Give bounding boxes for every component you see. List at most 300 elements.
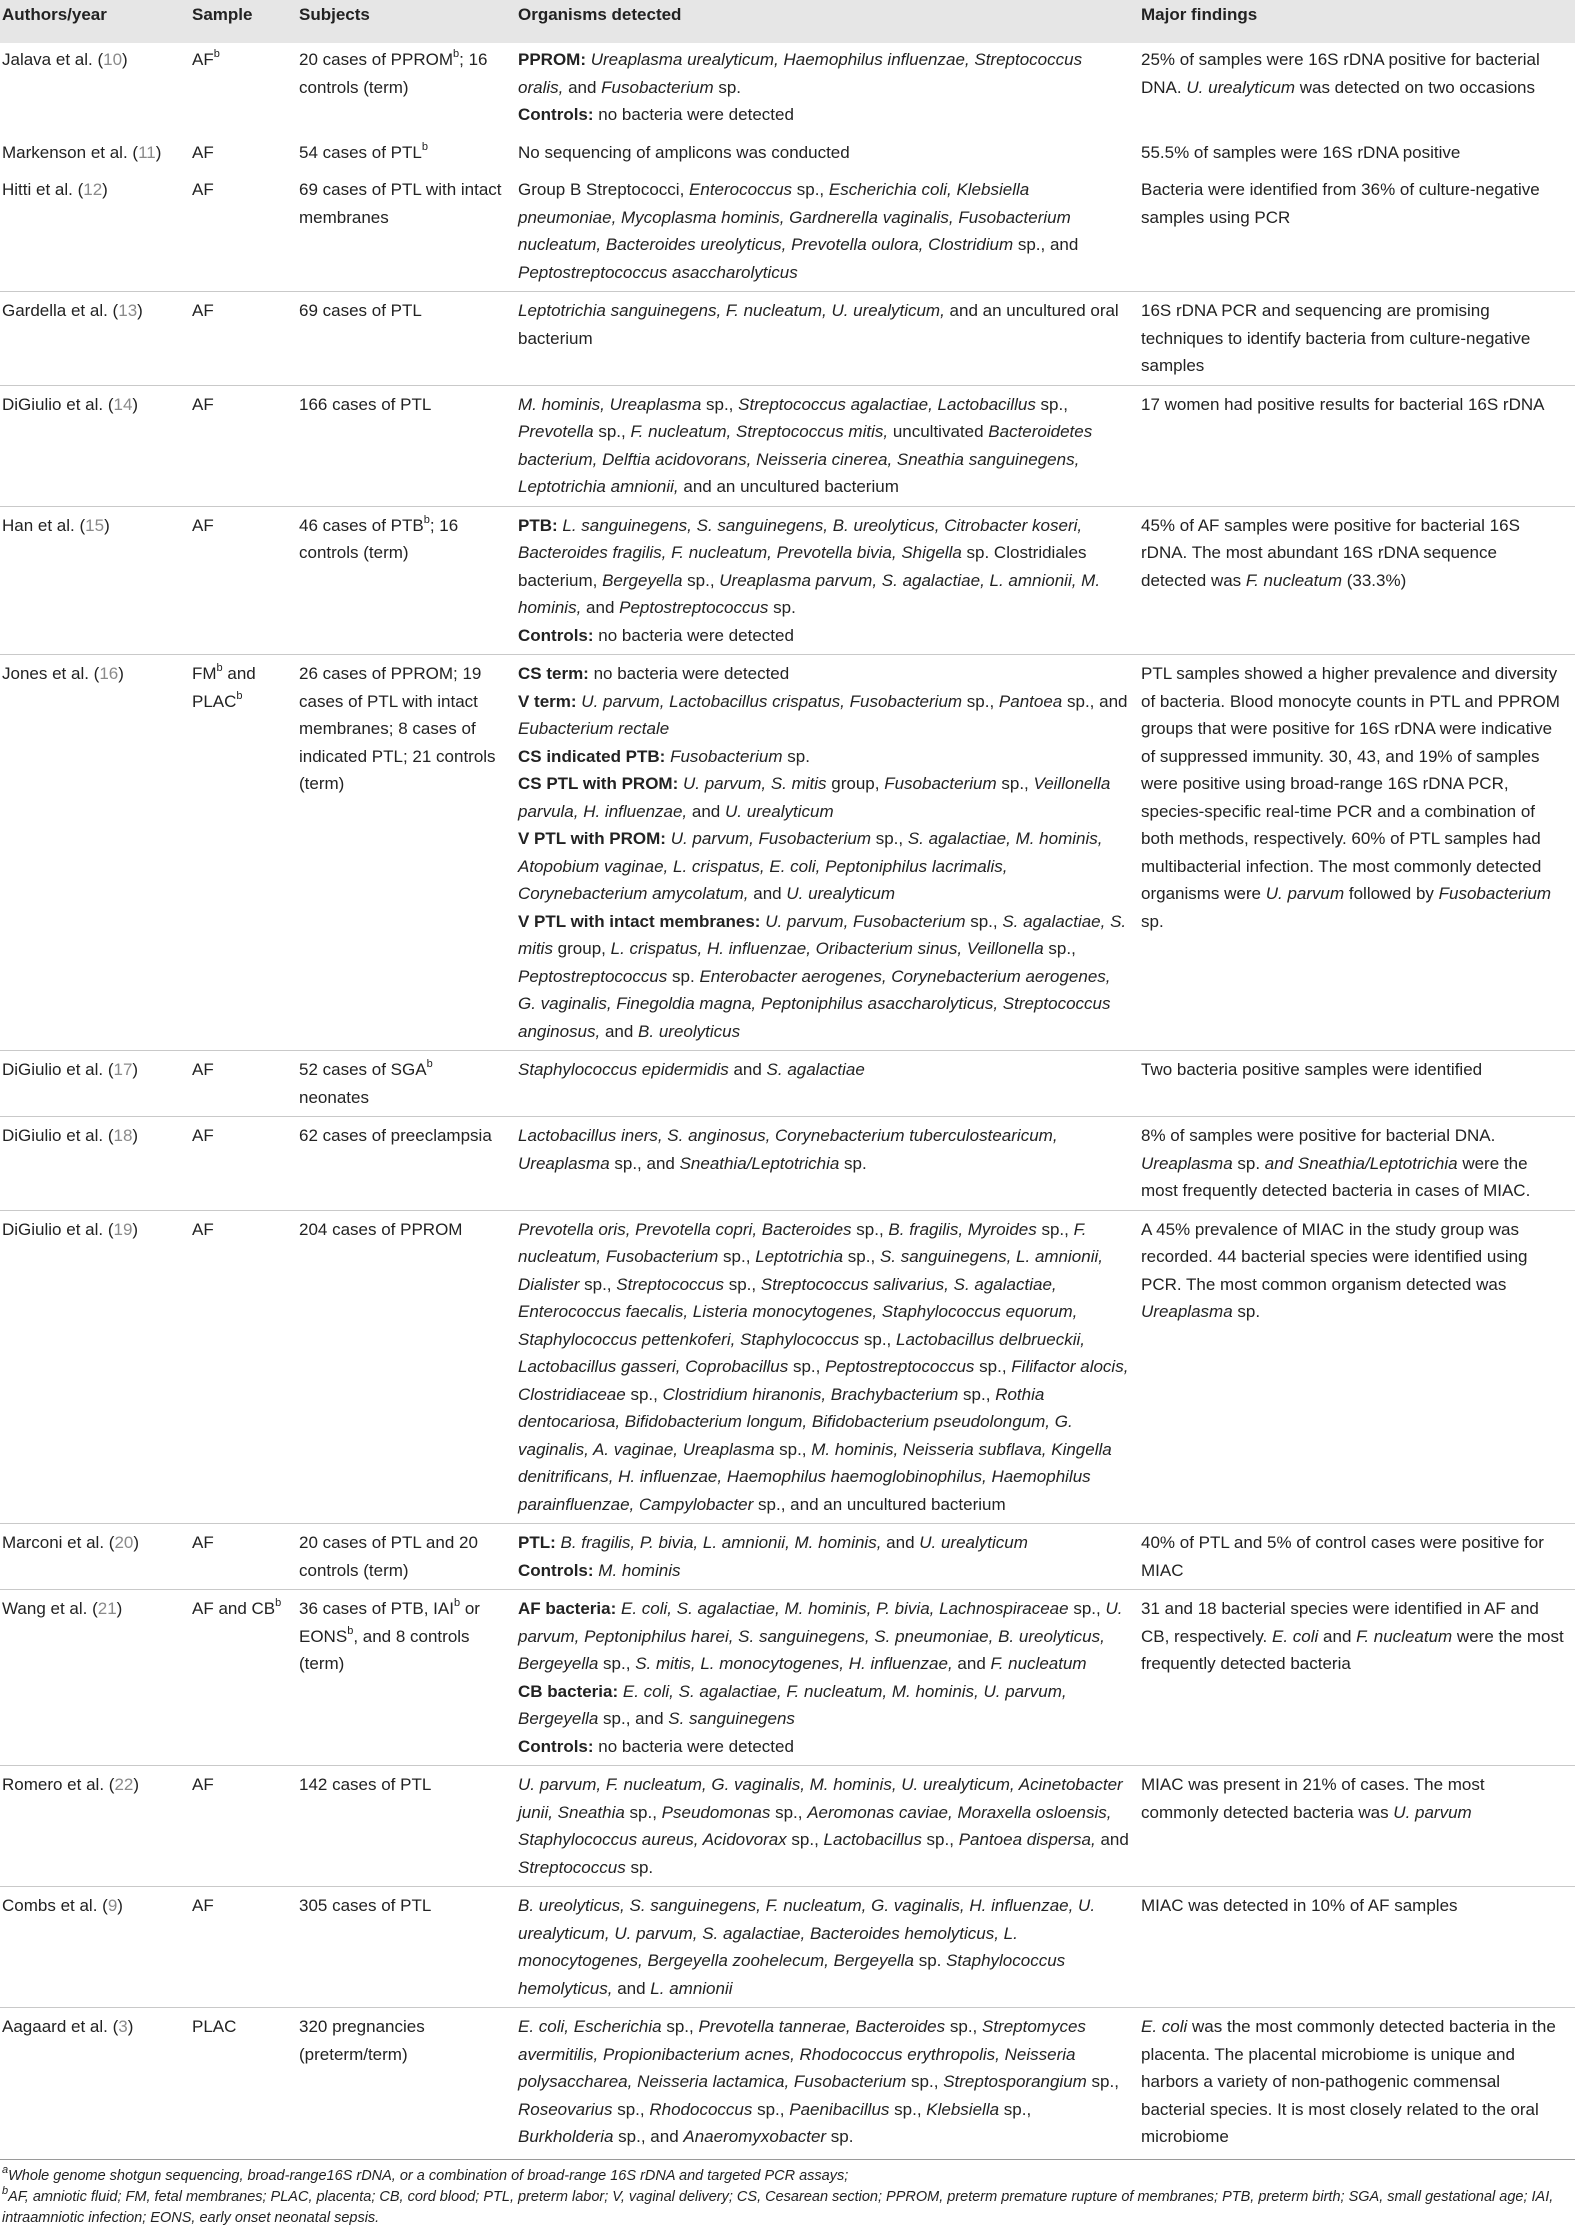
cell-sample <box>190 171 297 292</box>
text-run: sp., <box>843 1247 880 1266</box>
cell-author <box>0 292 190 386</box>
organism-name: Paenibacillus <box>789 2099 890 2119</box>
text-run: 46 cases of PTB <box>299 515 424 535</box>
text-run: 204 cases of PPROM <box>299 1219 463 1239</box>
text-run: and <box>687 801 725 821</box>
cell-findings <box>1139 506 1575 655</box>
organism-name: Klebsiella <box>926 2099 1000 2119</box>
organism-name: Ureaplasma urealyticum, Haemophilus influenzae, Streptococcus oralis, <box>518 50 1083 97</box>
group-label: Controls: <box>518 1736 599 1756</box>
text-run: sp., <box>770 1802 808 1822</box>
cell-organisms <box>516 292 1139 386</box>
text-run: sp., <box>612 2099 650 2119</box>
reference-link[interactable]: 16 <box>99 664 119 683</box>
text-run: Two bacteria positive samples were identified <box>1141 1060 1483 1079</box>
text-run: , and 8 controls (term) <box>299 1626 470 1673</box>
reference-link[interactable]: 14 <box>113 394 133 414</box>
reference-link[interactable]: 9 <box>107 1896 118 1915</box>
group-label: PTL: <box>518 1533 561 1552</box>
table-row <box>0 1051 1575 1117</box>
reference-link[interactable]: 22 <box>114 1775 134 1794</box>
text-run: sp. Clostridiales bacterium, <box>518 543 1087 590</box>
text-run: sp., <box>682 570 720 590</box>
text-run: Hitti et al. ( <box>2 180 84 199</box>
text-run: MIAC was detected in 10% of AF samples <box>1141 1896 1458 1915</box>
cell-findings <box>1139 1117 1575 1211</box>
text-run: sp., and <box>1062 691 1128 711</box>
reference-link[interactable]: 12 <box>83 180 103 199</box>
text-run: sp., <box>870 829 908 848</box>
text-run: AF <box>192 301 214 320</box>
organism-name: Filifactor alocis, Clostridiaceae <box>518 1357 1129 1404</box>
reference-link[interactable]: 3 <box>118 2017 128 2036</box>
cell-subjects <box>297 1887 516 2008</box>
text-run: ) <box>122 50 128 69</box>
organism-name: U. parvum <box>1393 1802 1472 1822</box>
text-run: 40% of PTL and 5% of control cases were positive for MIAC <box>1141 1533 1544 1580</box>
text-run: DiGiulio et al. ( <box>2 1060 114 1079</box>
text-run: 54 cases of PTL <box>299 142 422 162</box>
text-run: ) <box>133 1533 140 1552</box>
organism-group <box>518 1678 1129 1733</box>
cell-sample <box>190 1051 297 1117</box>
organism-name: Lactobacillus delbrueckii, Lactobacillus gasseri, Coprobacillus <box>518 1329 1085 1376</box>
organism-name: Roseovarius <box>518 2099 613 2119</box>
text-run: ) <box>133 1775 140 1794</box>
footnotes <box>0 2160 1575 2229</box>
organism-name: Peptostreptococcus <box>518 966 668 986</box>
text-run: and <box>952 1654 991 1673</box>
cell-subjects <box>297 655 516 1051</box>
text-run: ) <box>118 664 124 683</box>
organism-name: Streptococcus salivarius, S. agalactiae, Enterococcus faecalis, Listeria monocytogenes, Staphylococcus equorum, Staphylococcus pettenkoferi, Staphylococcus <box>518 1274 1078 1349</box>
text-run: AF <box>192 1219 214 1239</box>
text-run: Han et al. ( <box>2 515 86 535</box>
cell-subjects <box>297 1210 516 1524</box>
table-row <box>0 1887 1575 2008</box>
text-run: sp., <box>962 691 999 711</box>
organism-name: L. amnionii <box>650 1978 733 1998</box>
organism-name: L. crispatus, H. influenzae, Oribacterium sinus, Veillonella <box>610 939 1044 958</box>
text-run: uncultivated <box>888 422 989 441</box>
organism-name: Fusobacterium <box>601 77 714 97</box>
text-run: sp. <box>913 1951 947 1970</box>
organism-name: Sneathia/Leptotrichia <box>679 1153 840 1173</box>
group-label: V PTL with intact membranes: <box>518 911 766 931</box>
text-run: sp., <box>598 1654 636 1673</box>
text-run: sp., and <box>613 2127 684 2146</box>
reference-link[interactable]: 10 <box>103 50 123 69</box>
text-run: and an uncultured bacterium <box>678 477 899 496</box>
organism-name: E. coli, S. agalactiae, F. nucleatum, M. hominis, U. parvum, Bergeyella <box>518 1681 1067 1728</box>
cell-findings <box>1139 385 1575 506</box>
cell-author <box>0 506 190 655</box>
cell-subjects <box>297 1524 516 1590</box>
text-run: sp., <box>724 1274 761 1294</box>
text-run: ) <box>132 1219 139 1239</box>
cell-findings <box>1139 43 1575 134</box>
cell-sample <box>190 2008 297 2160</box>
organism-name: U. urealyticum <box>786 884 895 903</box>
cell-author <box>0 655 190 1051</box>
organism-name: F. nucleatum <box>1356 1626 1453 1646</box>
table-row <box>0 1590 1575 1766</box>
organism-name: U. parvum, Fusobacterium <box>670 829 871 848</box>
organism-name: Fusobacterium <box>884 774 997 793</box>
organism-name: F. nucleatum <box>990 1654 1087 1673</box>
text-run: DiGiulio et al. ( <box>2 394 114 414</box>
organism-name: Pantoea dispersa, <box>958 1830 1096 1849</box>
text-run: and <box>748 884 787 903</box>
organism-name: Staphylococcus epidermidis <box>518 1060 729 1079</box>
group-label: V term: <box>518 691 582 711</box>
text-run: 20 cases of PPROM <box>299 50 454 69</box>
table-row <box>0 385 1575 506</box>
text-run: group, <box>552 939 611 958</box>
organism-name: L. sanguinegens, S. sanguinegens, B. ureolyticus, Citrobacter koseri, Bacteroides fragilis, F. nucleatum, Prevotella bivia, Shigella <box>518 515 1083 562</box>
text-run: sp., <box>965 911 1003 931</box>
organism-name: F. nucleatum, Fusobacterium <box>518 1219 1087 1266</box>
footnote-marker: b <box>453 48 460 61</box>
text-run: ) <box>127 2017 134 2036</box>
table-row <box>0 43 1575 134</box>
text-run: 25% of samples were 16S rDNA positive for bacterial DNA. <box>1141 50 1540 97</box>
cell-findings <box>1139 2008 1575 2160</box>
text-run: 69 cases of PTL with intact membranes <box>299 180 502 227</box>
reference-link[interactable]: 13 <box>118 301 138 320</box>
table-row <box>0 1524 1575 1590</box>
organism-name: Fusobacterium <box>670 746 783 766</box>
cell-author <box>0 134 190 172</box>
text-run: (33.3%) <box>1341 570 1407 590</box>
text-run: sp., <box>624 1802 662 1822</box>
organism-group <box>518 1733 1129 1761</box>
text-run: 36 cases of PTB, IAI <box>299 1599 454 1618</box>
header-authors: Authors/year <box>0 0 190 43</box>
text-run: no bacteria were detected <box>598 1736 794 1756</box>
text-run: sp., <box>661 2017 699 2036</box>
text-run: no bacteria were detected <box>598 105 794 124</box>
header-subjects: Subjects <box>297 0 516 43</box>
reference-link[interactable]: 17 <box>113 1060 133 1079</box>
organism-name: Bacteroidetes bacterium, Delftia acidovorans, Neisseria cinerea, Sneathia sanguinegens, Leptotrichia amnionii, <box>518 422 1093 496</box>
organism-name: F. nucleatum, Streptococcus mitis, <box>630 422 889 441</box>
text-run: Jones et al. ( <box>2 664 100 683</box>
table-row <box>0 2008 1575 2160</box>
text-run: Gardella et al. ( <box>2 301 119 320</box>
text-run: and <box>600 1021 639 1041</box>
cell-sample <box>190 1887 297 2008</box>
cell-subjects <box>297 385 516 506</box>
text-run: sp., <box>921 1830 959 1849</box>
text-run: sp., <box>593 422 631 441</box>
cell-sample <box>190 385 297 506</box>
organism-group <box>518 1122 1129 1177</box>
group-label: CS PTL with PROM: <box>518 774 683 793</box>
organism-group <box>518 2013 1129 2151</box>
text-run: ) <box>102 180 108 199</box>
cell-findings <box>1139 1590 1575 1766</box>
text-run: ; 16 controls (term) <box>299 515 459 562</box>
text-run: ; 16 controls (term) <box>299 50 488 97</box>
text-run: was the most commonly detected bacteria in the placenta. The placental microbiome is unique and harbors a variety of non-pathogenic commensal bacterial species. It is most closely related to the oral microbiome <box>1141 2017 1556 2146</box>
group-label: CB bacteria: <box>518 1681 623 1701</box>
text-run: sp., <box>851 1219 889 1239</box>
footnote-marker: b <box>426 1058 433 1071</box>
cell-organisms <box>516 171 1139 292</box>
table-row <box>0 292 1575 386</box>
cell-findings <box>1139 134 1575 172</box>
cell-organisms <box>516 43 1139 134</box>
header-findings: Major findings <box>1139 0 1575 43</box>
text-run: DiGiulio et al. ( <box>2 1126 114 1145</box>
cell-subjects <box>297 1766 516 1887</box>
text-run: sp., <box>579 1274 617 1294</box>
cell-author <box>0 1524 190 1590</box>
organism-name: Aeromonas caviae, Moraxella osloensis, Staphylococcus aureus, Acidovorax <box>518 1802 1112 1849</box>
text-run: Combs et al. ( <box>2 1896 108 1915</box>
text-run: or EONS <box>299 1599 480 1646</box>
text-run: sp., <box>625 1384 663 1404</box>
organism-name: U. urealyticum <box>724 801 834 821</box>
text-run: AF <box>192 1060 214 1079</box>
text-run: 320 pregnancies (preterm/term) <box>299 2017 425 2064</box>
organism-name: Leptotrichia sanguinegens, F. nucleatum, U. urealyticum, <box>518 301 945 320</box>
organism-group <box>518 512 1129 622</box>
organism-group <box>518 46 1129 101</box>
text-run: AF <box>192 394 214 414</box>
table-row <box>0 134 1575 172</box>
text-run: Romero et al. ( <box>2 1775 115 1794</box>
text-run: sp. <box>826 2127 854 2146</box>
organism-name: and Sneathia/Leptotrichia <box>1264 1153 1458 1173</box>
text-run: FM <box>192 664 217 683</box>
text-run: DiGiulio et al. ( <box>2 1219 114 1239</box>
text-run: 17 women had positive results for bacterial 16S rDNA <box>1141 394 1545 414</box>
group-label: PTB: <box>518 515 563 535</box>
text-run: Markenson et al. ( <box>2 142 139 162</box>
cell-subjects <box>297 2008 516 2160</box>
cell-sample <box>190 506 297 655</box>
text-run: AF and CB <box>192 1599 276 1618</box>
text-run: 62 cases of preeclampsia <box>299 1126 492 1145</box>
text-run: PTL samples showed a higher prevalence and diversity of bacteria. Blood monocyte counts in PTL and PPROM groups that were positive for 16S rDNA were indicative of suppressed immunity. 30, 43, and 19% of samples were positive using broad-range 16S rDNA PCR, species-specific real-time PCR and a combination of both methods, respectively. 60% of PTL samples had multibacterial infection. The most commonly detected organisms were <box>1141 664 1560 903</box>
text-run: 52 cases of SGA <box>299 1060 427 1079</box>
organism-group <box>518 660 1129 688</box>
footnote-marker: b <box>421 140 428 153</box>
text-run: sp. <box>782 746 810 766</box>
organism-name: U. parvum, Fusobacterium <box>765 911 966 931</box>
organism-name: M. hominis, Ureaplasma <box>518 394 702 414</box>
text-run: AF <box>192 1533 214 1552</box>
organism-name: Prevotella tannerae, Bacteroides <box>698 2017 946 2036</box>
text-run: sp. <box>667 966 700 986</box>
cell-sample <box>190 1117 297 1211</box>
text-run: ) <box>132 394 139 414</box>
organism-name: E. coli, Escherichia <box>518 2017 662 2036</box>
organism-name: Lactobacillus <box>823 1830 922 1849</box>
cell-sample <box>190 655 297 1051</box>
cell-sample <box>190 134 297 172</box>
organism-name: U. urealyticum <box>919 1533 1028 1552</box>
organism-name: S. sanguinegens, L. amnionii, Dialister <box>518 1247 1103 1294</box>
text-run: sp., <box>996 774 1034 793</box>
text-run: Aagaard et al. ( <box>2 2017 119 2036</box>
text-run: sp. <box>839 1153 867 1173</box>
text-run: sp., and <box>598 1709 669 1728</box>
text-run: sp., <box>718 1247 756 1266</box>
text-run: sp., <box>788 1357 826 1376</box>
organism-name: Streptomyces avermitilis, Propionibacterium acnes, Rhodococcus erythropolis, Neisseria polysaccharea, Neisseria lactamica, Fusobacterium <box>518 2017 1086 2091</box>
text-run: AF <box>192 515 214 535</box>
organism-name: Veillonella parvula, H. influenzae, <box>518 774 1111 821</box>
organism-name: Lactobacillus iners, S. anginosus, Corynebacterium tuberculostearicum, Ureaplasma <box>518 1126 1058 1173</box>
group-label: Controls: <box>518 1560 599 1580</box>
organism-name: Peptostreptococcus <box>619 598 769 617</box>
text-run: AF, amniotic fluid; FM, fetal membranes; PLAC, placenta; CB, cord blood; PTL, preterm labor; V, vaginal delivery; CS, Cesarean section; PPROM, preterm premature rupture of membranes; PTB, preterm birth; SGA, small gestational age; IAI, intraamniotic infection; EONS, early onset neonatal sepsis. <box>2 2188 1554 2226</box>
header-organisms: Organisms detected <box>516 0 1139 43</box>
organism-name: Peptostreptococcus <box>825 1357 975 1376</box>
table-row <box>0 1210 1575 1524</box>
cell-sample <box>190 1210 297 1524</box>
organism-group <box>518 622 1129 650</box>
organism-group <box>518 297 1129 352</box>
text-run: ) <box>132 1126 139 1145</box>
text-run: sp., <box>774 1439 812 1459</box>
group-label: V PTL with PROM: <box>518 829 671 848</box>
reference-link[interactable]: 19 <box>113 1219 133 1239</box>
organism-group <box>518 176 1129 286</box>
cell-author <box>0 2008 190 2160</box>
organism-name: M. hominis <box>598 1560 681 1580</box>
cell-organisms <box>516 506 1139 655</box>
text-run: 20 cases of PTL and 20 controls (term) <box>299 1533 478 1580</box>
cell-organisms <box>516 385 1139 506</box>
reference-link[interactable]: 18 <box>113 1126 133 1145</box>
footnote <box>2 2184 1573 2229</box>
text-run: AF <box>192 50 214 69</box>
organism-name: Ureaplasma <box>1141 1153 1233 1173</box>
text-run: 55.5% of samples were 16S rDNA positive <box>1141 142 1461 162</box>
text-run: sp. <box>1141 911 1164 931</box>
organism-group <box>518 1216 1129 1519</box>
text-run: Marconi et al. ( <box>2 1533 115 1552</box>
text-run: sp. <box>1232 1153 1265 1173</box>
organism-name: U. parvum <box>1265 884 1345 903</box>
text-run: sp. <box>713 77 742 97</box>
cell-author <box>0 1887 190 2008</box>
text-run: and PLAC <box>192 664 256 711</box>
cell-author <box>0 171 190 292</box>
text-run: 26 cases of PPROM; 19 cases of PTL with intact membranes; 8 cases of indicated PTL; 21 controls (term) <box>299 664 496 793</box>
cell-author <box>0 1117 190 1211</box>
footnote-marker: b <box>275 1597 282 1610</box>
text-run: sp., <box>701 394 739 414</box>
organism-group <box>518 825 1129 908</box>
footnote-marker: a <box>2 2163 9 2176</box>
text-run: 16S rDNA PCR and sequencing are promising techniques to identify bacteria from culture-negative samples <box>1141 301 1531 375</box>
text-run: ) <box>104 515 110 535</box>
organism-group <box>518 1595 1129 1678</box>
text-run: no bacteria were detected <box>593 664 790 683</box>
reference-link[interactable]: 21 <box>97 1599 117 1618</box>
text-run: sp., <box>1043 939 1076 958</box>
text-run: 31 and 18 bacterial species were identified in AF and CB, respectively. <box>1141 1599 1539 1646</box>
organism-name: Enterococcus <box>689 180 793 199</box>
cell-sample <box>190 1766 297 1887</box>
cell-findings <box>1139 1766 1575 1887</box>
cell-sample <box>190 43 297 134</box>
text-run: sp., <box>1036 1219 1074 1239</box>
text-run: Wang et al. ( <box>2 1599 98 1618</box>
text-run: Jalava et al. ( <box>2 50 104 69</box>
table-row <box>0 506 1575 655</box>
cell-organisms <box>516 1051 1139 1117</box>
organism-name: E. coli <box>1272 1626 1319 1646</box>
footnote-marker: b <box>423 513 430 526</box>
text-run: PLAC <box>192 2017 237 2036</box>
header-row <box>0 0 1575 43</box>
footnote-marker: b <box>213 48 220 61</box>
text-run: sp. <box>1232 1302 1261 1321</box>
organism-name: B. fragilis, P. bivia, L. amnionii, M. hominis, <box>560 1533 882 1552</box>
organism-name: F. nucleatum <box>1245 570 1342 590</box>
organism-name: Anaeromyxobacter <box>683 2127 827 2146</box>
organism-name: U. parvum, S. mitis <box>682 774 827 793</box>
footnote-marker: b <box>347 1624 354 1637</box>
organism-name: Prevotella <box>518 422 594 441</box>
text-run: 45% of AF samples were positive for bacterial 16S rDNA. The most abundant 16S rDNA sequence detected was <box>1141 515 1520 590</box>
organism-group <box>518 391 1129 501</box>
cell-author <box>0 1766 190 1887</box>
text-run: A 45% prevalence of MIAC in the study group was recorded. 44 bacterial species were identified using PCR. The most common organism detected was <box>1141 1219 1528 1294</box>
text-run: ) <box>137 301 143 320</box>
text-run: were the most frequently detected bacteria <box>1141 1626 1564 1673</box>
text-run: no bacteria were detected <box>598 625 794 645</box>
organism-group <box>518 1557 1129 1585</box>
cell-organisms <box>516 1210 1139 1524</box>
organism-name: Streptococcus <box>518 1857 626 1877</box>
organism-name: Burkholderia <box>518 2127 614 2146</box>
reference-link[interactable]: 20 <box>114 1533 134 1552</box>
reference-link[interactable]: 11 <box>138 142 156 162</box>
text-run: and <box>563 77 602 97</box>
organism-name: Fusobacterium <box>1438 884 1552 903</box>
text-run: followed by <box>1344 884 1439 903</box>
reference-link[interactable]: 15 <box>85 515 105 535</box>
group-label: AF bacteria: <box>518 1599 621 1618</box>
footnote-marker: b <box>216 662 223 675</box>
group-label: CS indicated PTB: <box>518 746 671 766</box>
text-run: sp., <box>1035 394 1068 414</box>
text-run: sp., <box>945 2017 982 2036</box>
organism-name: U. parvum, F. nucleatum, G. vaginalis, M. hominis, U. urealyticum, Acinetobacter junii, Sneathia <box>518 1775 1123 1822</box>
text-run: sp., <box>999 2099 1032 2119</box>
text-run: and <box>1095 1830 1129 1849</box>
text-run: sp., <box>786 1830 824 1849</box>
table-row <box>0 1766 1575 1887</box>
organism-name: U. parvum, Lactobacillus crispatus, Fusobacterium <box>581 691 963 711</box>
cell-findings <box>1139 1051 1575 1117</box>
cell-subjects <box>297 171 516 292</box>
organism-name: S. agalactiae <box>766 1060 865 1079</box>
text-run: sp., <box>859 1329 896 1349</box>
text-run: neonates <box>299 1087 369 1107</box>
organism-name: Ureaplasma parvum, S. agalactiae, L. amnionii, M. hominis, <box>518 570 1101 617</box>
cell-subjects <box>297 1590 516 1766</box>
table-row <box>0 655 1575 1051</box>
organism-group <box>518 139 1129 167</box>
